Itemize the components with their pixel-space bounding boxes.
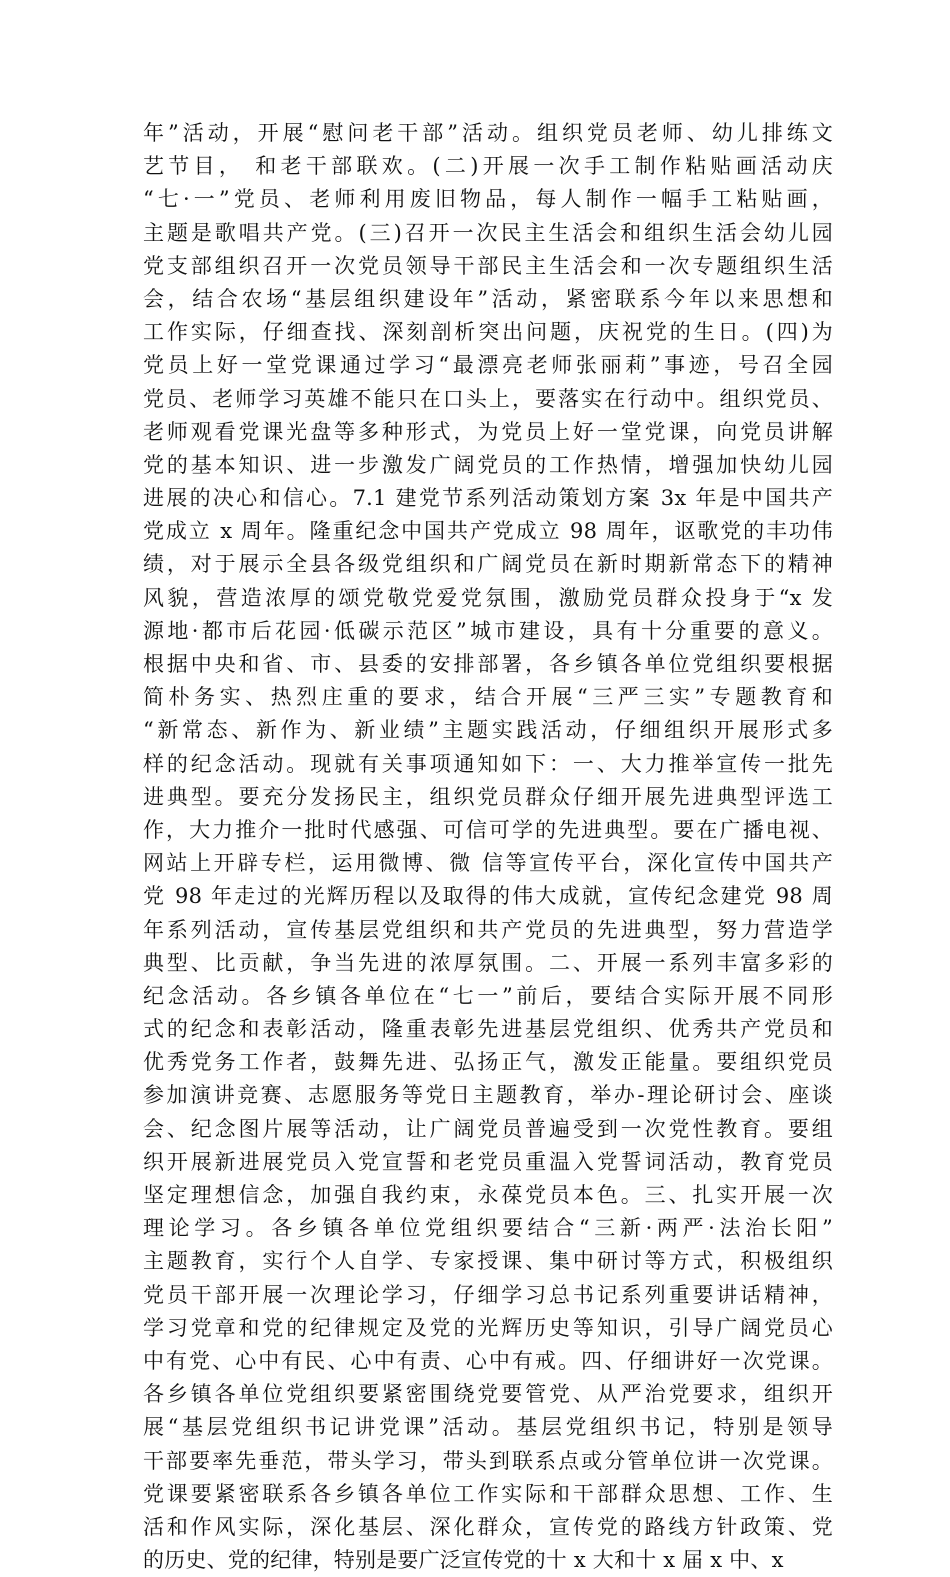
text-line: 活和作风实际，深化基层、深化群众，宣传党的路线方针政策、党 bbox=[143, 1514, 833, 1539]
text-line: 主题教育，实行个人自学、专家授课、集中研讨等方式，积极组织 bbox=[143, 1249, 833, 1274]
text-line: 党员干部开展一次理论学习，仔细学习总书记系列重要讲话精神， bbox=[143, 1282, 833, 1307]
text-line: 年系列活动，宣传基层党组织和共产党员的先进典型，努力营造学 bbox=[143, 917, 833, 942]
text-line: 老师观看党课光盘等多种形式，为党员上好一堂党课，向党员讲解 bbox=[143, 419, 833, 444]
text-line: 参加演讲竞赛、志愿服务等党日主题教育，举办-理论研讨会、座谈 bbox=[143, 1083, 833, 1108]
body-text bbox=[143, 117, 833, 1577]
text-line: 根据中央和省、市、县委的安排部署，各乡镇各单位党组织要根据 bbox=[143, 652, 833, 676]
text-line: 进展的决心和信心。7.1 建党节系列活动策划方案 3x 年是中国共产 bbox=[143, 486, 833, 511]
text-line: 各乡镇各单位党组织要紧密围绕党要管党、从严治党要求，组织开 bbox=[143, 1382, 833, 1407]
text-line: 展“基层党组织书记讲党课”活动。基层党组织书记，特别是领导 bbox=[143, 1415, 833, 1440]
text-line: 进典型。要充分发扬民主，组织党员群众仔细开展先进典型评选工 bbox=[143, 784, 833, 809]
text-line: 党员、老师学习英雄不能只在口头上，要落实在行动中。组织党员、 bbox=[143, 386, 833, 411]
text-line: 典型、比贡献，争当先进的浓厚氛围。二、开展一系列丰富多彩的 bbox=[143, 950, 833, 975]
text-line: 源地·都市后花园·低碳示范区”城市建设，具有十分重要的意义。 bbox=[143, 618, 833, 643]
text-line: 党的基本知识、进一步激发广阔党员的工作热情，增强加快幼儿园 bbox=[143, 452, 833, 477]
text-line: 主题是歌唱共产党。(三)召开一次民主生活会和组织生活会幼儿园 bbox=[143, 220, 833, 245]
text-line: 式的纪念和表彰活动，隆重表彰先进基层党组织、优秀共产党员和 bbox=[143, 1017, 833, 1042]
text-line: 纪念活动。各乡镇各单位在“七一”前后，要结合实际开展不同形 bbox=[143, 983, 833, 1008]
text-line: 工作实际，仔细查找、深刻剖析突出问题，庆祝党的生日。(四)为 bbox=[143, 320, 833, 345]
text-line: 党支部组织召开一次党员领导干部民主生活会和一次专题组织生活 bbox=[143, 253, 833, 278]
text-line: 党员上好一堂党课通过学习“最漂亮老师张丽莉”事迹，号召全园 bbox=[143, 353, 833, 378]
text-line: 学习党章和党的纪律规定及党的光辉历史等知识，引导广阔党员心 bbox=[143, 1315, 833, 1340]
text-line: 简朴务实、热烈庄重的要求，结合开展“三严三实”专题教育和 bbox=[143, 685, 833, 710]
text-line: “新常态、新作为、新业绩”主题实践活动，仔细组织开展形式多 bbox=[143, 718, 833, 743]
text-line: 网站上开辟专栏，运用微博、微 信等宣传平台，深化宣传中国共产 bbox=[143, 851, 833, 876]
text-line: 样的纪念活动。现就有关事项通知如下：一、大力推举宣传一批先 bbox=[143, 751, 833, 776]
text-line: 绩，对于展示全县各级党组织和广阔党员在新时期新常态下的精神 bbox=[143, 552, 833, 577]
text-line: 会，结合农场“基层组织建设年”活动，紧密联系今年以来思想和 bbox=[143, 286, 833, 311]
text-line: 中有党、心中有民、心中有责、心中有戒。四、仔细讲好一次党课。 bbox=[143, 1348, 833, 1373]
text-line: “七·一”党员、老师利用废旧物品，每人制作一幅手工粘贴画， bbox=[143, 187, 833, 212]
text-line: 理论学习。各乡镇各单位党组织要结合“三新·两严·法治长阳” bbox=[143, 1216, 833, 1241]
text-line: 的历史、党的纪律，特别是要广泛宣传党的十 x 大和十 x 届 x 中、x bbox=[143, 1548, 784, 1573]
text-line: 织开展新进展党员入党宣誓和老党员重温入党誓词活动，教育党员 bbox=[143, 1149, 833, 1174]
text-line: 优秀党务工作者，鼓舞先进、弘扬正气，激发正能量。要组织党员 bbox=[143, 1050, 833, 1075]
text-line: 风貌，营造浓厚的颂党敬党爱党氛围，激励党员群众投身于“x 发 bbox=[143, 585, 833, 610]
text-line: 坚定理想信念，加强自我约束，永葆党员本色。三、扎实开展一次 bbox=[143, 1183, 833, 1207]
text-line: 艺节目， 和老干部联欢。(二)开展一次手工制作粘贴画活动庆 bbox=[143, 154, 833, 179]
text-line: 干部要率先垂范，带头学习，带头到联系点或分管单位讲一次党课。 bbox=[143, 1448, 833, 1473]
text-line: 党 98 年走过的光辉历程以及取得的伟大成就，宣传纪念建党 98 周 bbox=[143, 884, 833, 909]
text-line: 党课要紧密联系各乡镇各单位工作实际和干部群众思想、工作、生 bbox=[143, 1481, 833, 1506]
text-line: 会、纪念图片展等活动，让广阔党员普遍受到一次党性教育。要组 bbox=[143, 1116, 833, 1141]
text-line: 年”活动，开展“慰问老干部”活动。组织党员老师、幼儿排练文 bbox=[143, 121, 833, 145]
text-line: 作，大力推介一批时代感强、可信可学的先进典型。要在广播电视、 bbox=[143, 817, 833, 842]
text-line: 党成立 x 周年。隆重纪念中国共产党成立 98 周年，讴歌党的丰功伟 bbox=[143, 519, 833, 544]
